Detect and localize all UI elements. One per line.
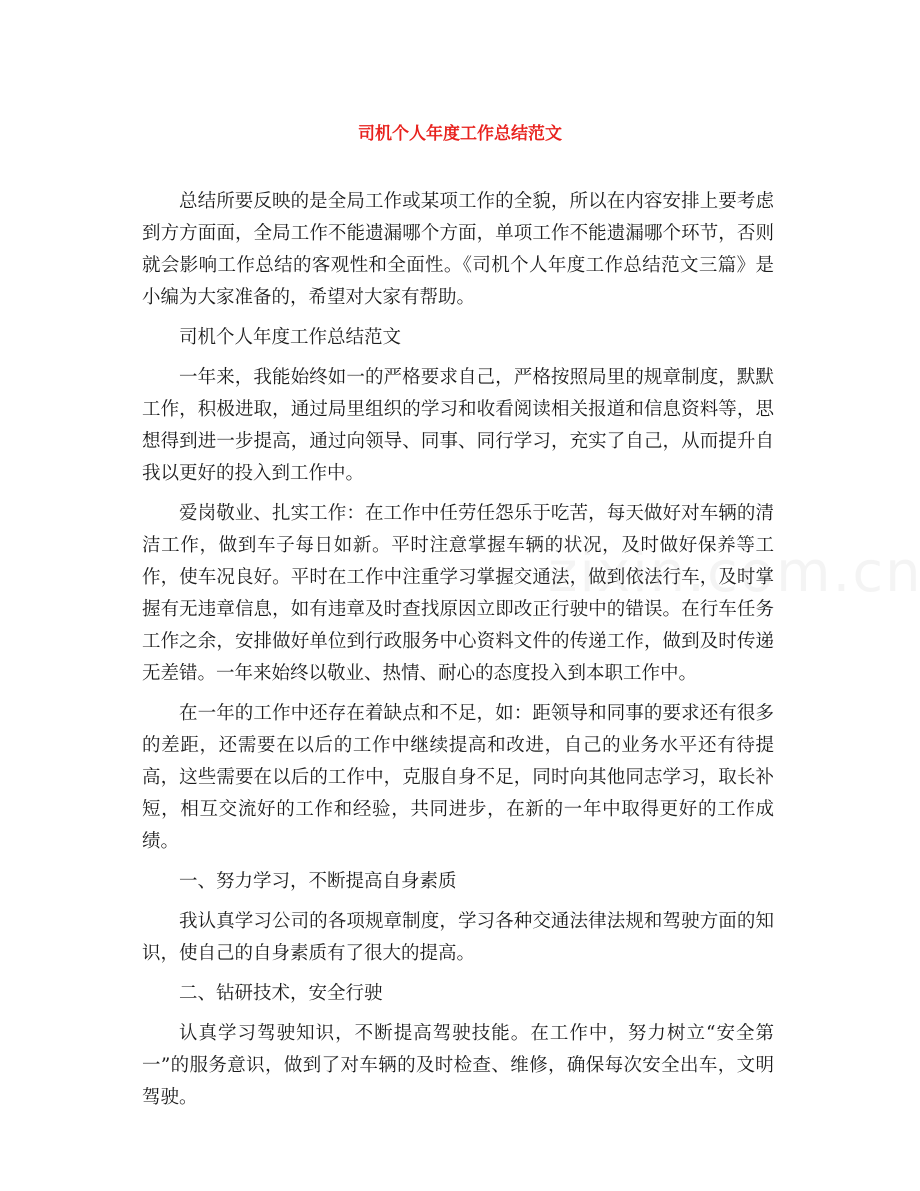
paragraph-summary: 一年来，我能始终如一的严格要求自己，严格按照局里的规章制度，默默工作，积极进取，通过局里组织的学习和收看阅读相关报道和信息资料等，思想得到进一步提高，通过向领导、同事、同行学习，充实了自己，从而提升自我以更好的投入到工作中。	[142, 367, 774, 484]
document-title: 司机个人年度工作总结范文	[358, 124, 562, 144]
section-heading-main: 司机个人年度工作总结范文	[179, 327, 402, 348]
paragraph-driving: 认真学习驾驶知识，不断提高驾驶技能。在工作中，努力树立“安全第一”的服务意识，做到了对车辆的及时检查、维修，确保每次安全出车，文明驾驶。	[142, 1023, 774, 1108]
paragraph-dedication: 爱岗敬业、扎实工作：在工作中任劳任怨乐于吃苦，每天做好对车辆的清洁工作，做到车子每日如新。平时注意掌握车辆的状况，及时做好保养等工作，使车况良好。平时在工作中注重学习掌握交通法，做到依法行车，及时掌握有无违章信息，如有违章及时查找原因立即改正行驶中的错误。在行车任务工作之余，安排做好单位到行政服务中心资料文件的传递工作，做到及时传递无差错。一年来始终以敬业、热情、耐心的态度投入到本职工作中。	[142, 503, 774, 684]
section-heading-study: 一、努力学习，不断提高自身素质	[179, 871, 457, 892]
paragraph-shortcomings: 在一年的工作中还存在着缺点和不足，如：距领导和同事的要求还有很多的差距，还需要在以后的工作中继续提高和改进，自己的业务水平还有待提高，这些需要在以后的工作中，克服自身不足，同时向其他同志学习，取长补短，相互交流好的工作和经验，共同进步，在新的一年中取得更好的工作成绩。	[142, 703, 774, 852]
paragraph-study: 我认真学习公司的各项规章制度，学习各种交通法律法规和驾驶方面的知识，使自己的自身素质有了很大的提高。	[142, 911, 774, 964]
paragraph-intro: 总结所要反映的是全局工作或某项工作的全貌，所以在内容安排上要考虑到方方面面，全局工作不能遗漏哪个方面，单项工作不能遗漏哪个环节，否则就会影响工作总结的客观性和全面性。《司机个人年度工作总结范文三篇》是小编为大家准备的，希望对大家有帮助。	[142, 191, 774, 308]
document-body	[142, 186, 774, 1122]
section-heading-driving: 二、钻研技术，安全行驶	[179, 983, 383, 1004]
